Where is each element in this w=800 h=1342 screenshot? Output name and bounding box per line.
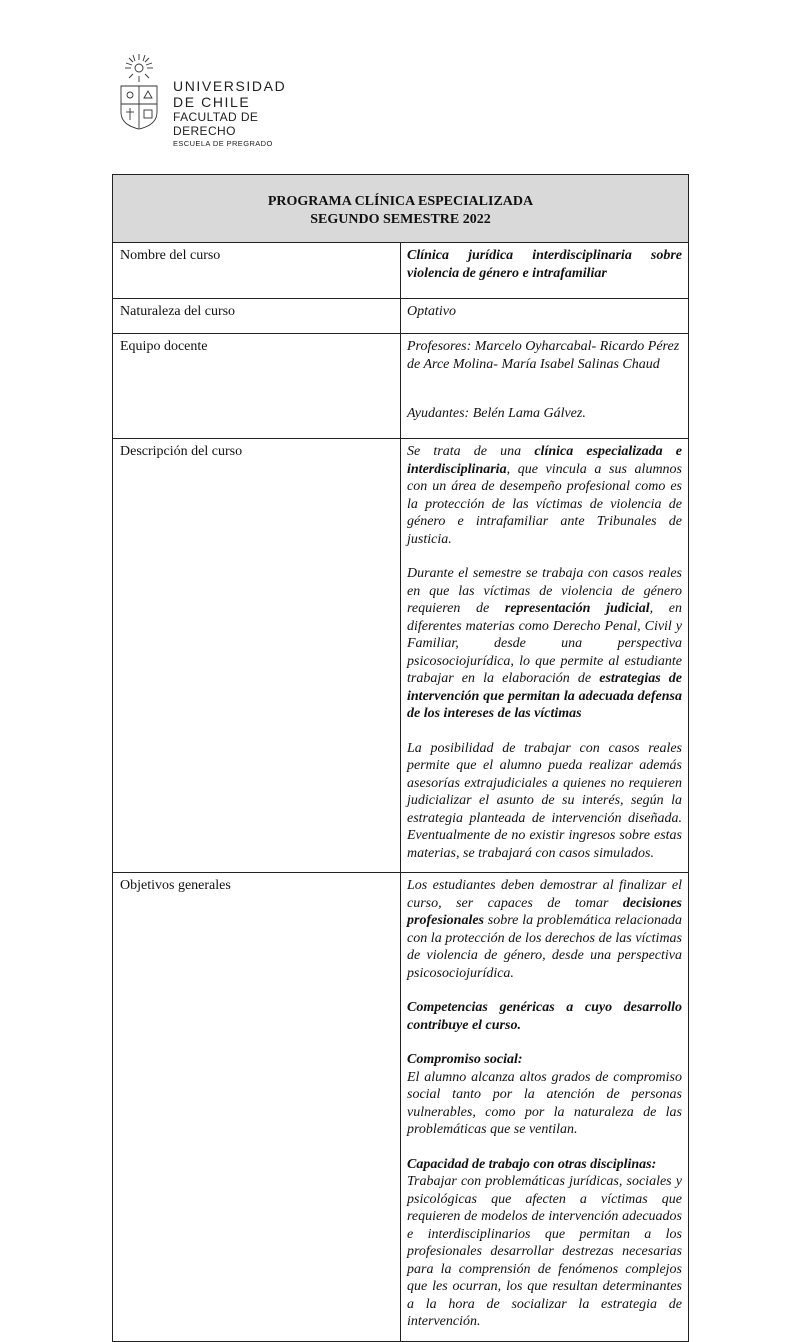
table-row-nombre [113, 243, 689, 299]
school-name: ESCUELA DE PREGRADO [173, 139, 273, 148]
profesores-text: Profesores: Marcelo Oyharcabal- Ricardo Pérez de Arce Molina- María Isabel Salinas Chaud [407, 339, 680, 372]
objetivos-p1-text: Los estudiantes deben demostrar al finalizar el curso, ser capaces de tomar [407, 878, 682, 911]
descripcion-paragraph-2 [407, 565, 682, 723]
value-objetivos [401, 873, 689, 1342]
label-nombre: Nombre del curso [113, 243, 401, 299]
compromiso-text: El alumno alcanza altos grados de compromiso social tanto por la atención de personas vulnerables, como por la naturaleza de las problemáticas que se ventilan. [407, 1069, 682, 1137]
descripcion-paragraph-1 [407, 443, 682, 548]
university-name: UNIVERSIDAD DE CHILE [173, 78, 287, 110]
program-title-cell [113, 175, 689, 243]
capacidad-block [407, 1156, 682, 1331]
descripcion-p2-bold: representación judicial [504, 601, 650, 616]
value-descripcion [401, 439, 689, 873]
value-naturaleza: Optativo [401, 299, 689, 334]
descripcion-paragraph-3: La posibilidad de trabajar con casos reales permite que el alumno pueda realizar además asesorías extrajudiciales a quienes no requieren judicializar el asunto de su interés, según la estrategia planteada de intervención diseñada. Eventualmente de no existir ingresos sobre estas materias, se trabajará con casos simulados. [407, 740, 682, 861]
descripcion-p2-rest: , en diferentes materias como Derecho Penal, Civil y Familiar, desde una perspectiva psicosociojurídica, lo que permite al estudiante trabajar en la elaboración de [407, 601, 682, 686]
descripcion-p1-text: Se trata de una [407, 444, 535, 459]
table-row-equipo [113, 334, 689, 439]
ayudantes-text: Ayudantes: Belén Lama Gálvez. [407, 406, 586, 421]
descripcion-p1-rest: , que vincula a sus alumnos con un área de desempeño profesional como es la protección de las víctimas de violencia de género e intrafamiliar ante Tribunales de justicia. [407, 461, 682, 547]
faculty-name: FACULTAD DE DERECHO [173, 110, 259, 138]
label-equipo: Equipo docente [113, 334, 401, 439]
objetivos-p1-rest: sobre la problemática relacionada con la protección de los derechos de las víctimas de violencia de género, desde una perspectiva psicosociojurídica. [407, 913, 682, 981]
label-naturaleza: Naturaleza del curso [113, 299, 401, 334]
value-equipo [401, 334, 689, 439]
descripcion-p2-text: Durante el semestre se trabaja con casos reales en que las víctimas de violencia de género requieren de [407, 566, 682, 616]
table-row-naturaleza [113, 299, 689, 334]
compromiso-heading: Compromiso social: [407, 1052, 523, 1067]
objetivos-p1-bold: decisiones profesionales [407, 895, 682, 928]
table-row-descripcion [113, 439, 689, 873]
label-descripcion: Descripción del curso [113, 439, 401, 873]
university-logo [118, 52, 303, 148]
capacidad-heading: Capacidad de trabajo con otras disciplinas: [407, 1156, 657, 1172]
program-semester: SEGUNDO SEMESTRE 2022 [310, 211, 491, 227]
competencias-heading: Competencias genéricas a cuyo desarrollo contribuye el curso. [407, 1000, 682, 1033]
descripcion-p1-bold: clínica especializada e interdisciplinaria [407, 444, 682, 477]
objetivos-paragraph-1 [407, 877, 682, 982]
university-emblem-icon [118, 52, 160, 130]
descripcion-p2-bold-end: estrategias de intervención que permitan la adecuada defensa de los intereses de las víctimas [407, 671, 683, 721]
table-header-row [113, 175, 689, 243]
table-row-objetivos [113, 873, 689, 1342]
program-table [112, 174, 689, 1342]
program-title: PROGRAMA CLÍNICA ESPECIALIZADA [267, 194, 534, 209]
capacidad-text: Trabajar con problemáticas jurídicas, sociales y psicológicas que afecten a víctimas que requieren de modelos de intervención adecuados e interdisciplinarios que permitan a los profesionales desarrollar destrezas necesarias para la comprensión de fenómenos complejos que les ocurran, los que resultan determinantes a la hora de socializar la estrategia de intervención. [407, 1174, 682, 1329]
compromiso-block [407, 1051, 682, 1139]
label-objetivos: Objetivos generales [113, 873, 401, 1342]
value-nombre: Clínica jurídica interdisciplinaria sobre violencia de género e intrafamiliar [401, 243, 689, 299]
